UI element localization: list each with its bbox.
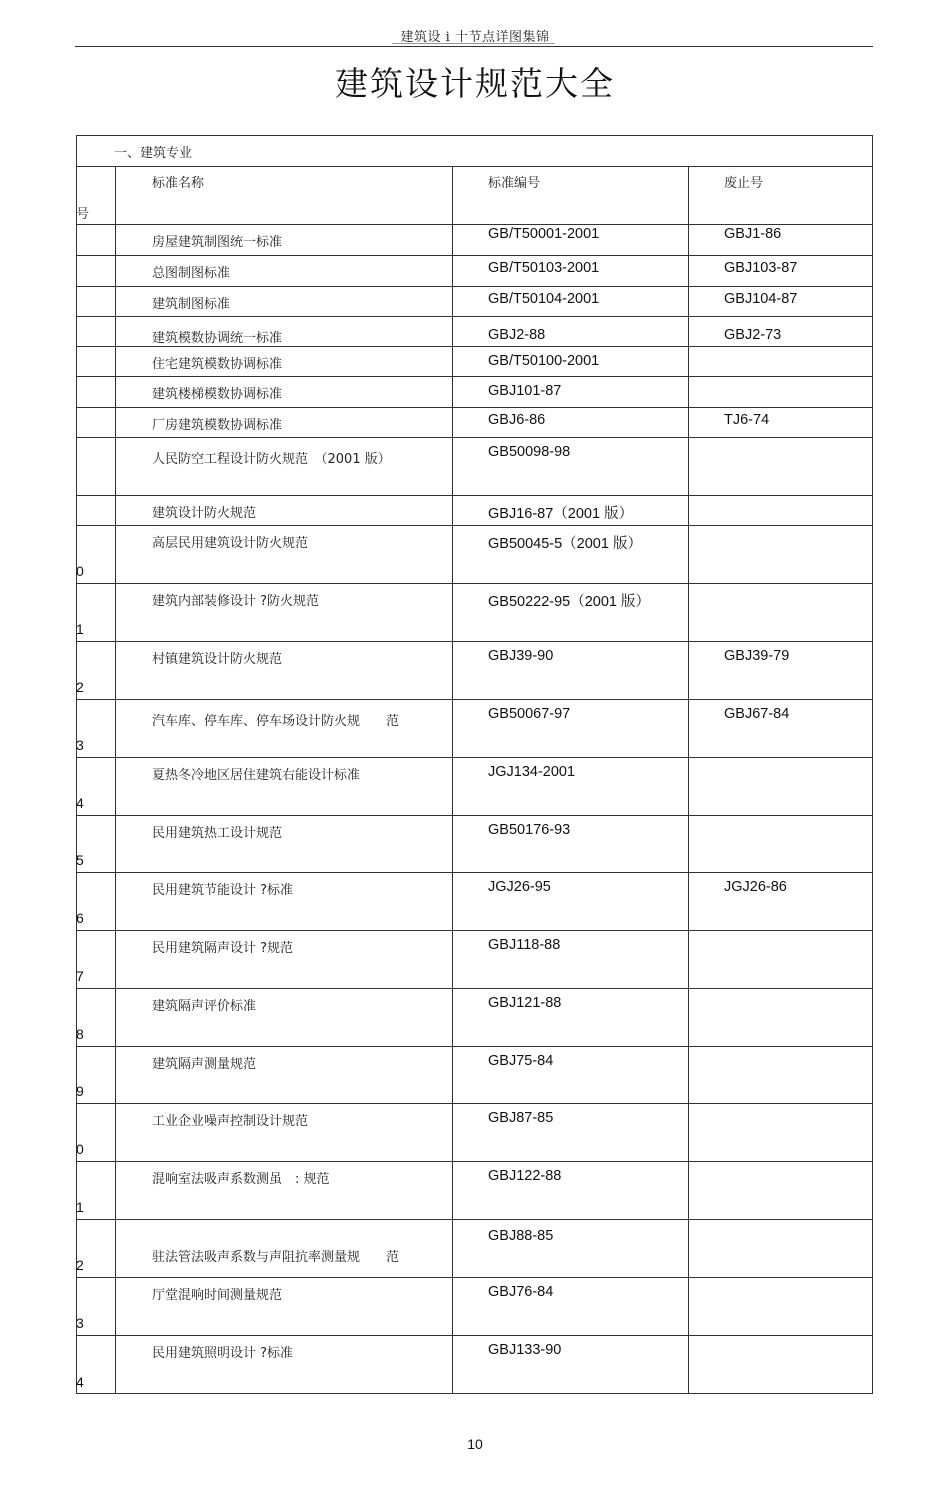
section-divider — [76, 166, 873, 167]
standard-name: 民用建筑照明设计 ?标准 — [152, 1346, 294, 1361]
standard-code: JGJ26-95 — [488, 879, 551, 895]
obsolete-code: GBJ2-73 — [724, 327, 782, 343]
standard-code: GB/T50103-2001 — [488, 260, 600, 276]
page-title: 建筑设计规范大全 — [335, 64, 615, 103]
page-header: 建筑设 i 十节点详图集锦 — [400, 30, 550, 45]
standard-name: 高层民用建筑设计防火规范 — [152, 536, 309, 551]
obsolete-code: TJ6-74 — [724, 412, 770, 428]
standard-name: 建筑隔声测量规范 — [152, 1057, 257, 1072]
obsolete-code: GBJ104-87 — [724, 291, 798, 307]
row-divider — [76, 1335, 873, 1336]
standard-name: 人民防空工程设计防火规范 （2001 版） — [152, 452, 391, 467]
standard-name: 房屋建筑制图统一标准 — [152, 235, 283, 250]
standard-code: GBJ75-84 — [488, 1053, 554, 1069]
row-divider — [76, 1046, 873, 1047]
standard-code: GB50222-95（2001 版） — [488, 594, 651, 610]
standard-code: GBJ6-86 — [488, 412, 546, 428]
standard-code: JGJ134-2001 — [488, 764, 576, 780]
row-divider — [76, 1219, 873, 1220]
column-divider — [452, 166, 453, 1394]
row-divider — [76, 255, 873, 256]
row-number: 5 — [76, 852, 84, 868]
section-heading: 一、建筑专业 — [114, 146, 193, 161]
column-divider — [688, 166, 689, 1394]
row-divider — [76, 815, 873, 816]
row-divider — [76, 495, 873, 496]
row-number: 3 — [76, 1315, 84, 1331]
row-divider — [76, 437, 873, 438]
row-divider — [76, 872, 873, 873]
row-number: 2 — [76, 1257, 84, 1273]
row-number: 0 — [76, 1141, 84, 1157]
row-divider — [76, 1161, 873, 1162]
standard-code: GBJ88-85 — [488, 1228, 554, 1244]
row-divider — [76, 757, 873, 758]
page-number: 10 — [467, 1436, 483, 1452]
row-number: 1 — [76, 621, 84, 637]
standard-code: GB/T50100-2001 — [488, 353, 600, 369]
row-number: 3 — [76, 737, 84, 753]
row-divider — [76, 316, 873, 317]
column-header-obsolete: 废止号 — [724, 176, 764, 191]
standard-name: 厅堂混响时间测量规范 — [152, 1288, 283, 1303]
column-header-code: 标准编号 — [488, 176, 541, 191]
standard-name: 建筑设计防火规范 — [152, 506, 257, 521]
standard-code: GBJ76-84 — [488, 1284, 554, 1300]
obsolete-code: GBJ103-87 — [724, 260, 798, 276]
obsolete-code: GBJ67-84 — [724, 706, 790, 722]
row-divider — [76, 407, 873, 408]
standard-name: 建筑内部装修设计 ?防火规范 — [152, 594, 320, 609]
standard-code: GBJ2-88 — [488, 327, 546, 343]
row-number: 2 — [76, 679, 84, 695]
standard-name: 建筑隔声评价标准 — [152, 999, 257, 1014]
standard-name: 工业企业噪声控制设计规范 — [152, 1114, 309, 1129]
standard-code: GB50098-98 — [488, 444, 571, 460]
obsolete-code: GBJ39-79 — [724, 648, 790, 664]
standard-code: GBJ133-90 — [488, 1342, 562, 1358]
standard-name: 建筑模数协调统一标准 — [152, 331, 283, 346]
standard-name: 总图制图标准 — [152, 266, 231, 281]
row-divider — [76, 525, 873, 526]
standard-name: 厂房建筑模数协调标准 — [152, 418, 283, 433]
standard-name: 村镇建筑设计防火规范 — [152, 652, 283, 667]
row-number: 4 — [76, 795, 84, 811]
standard-name: 夏热冬冷地区居住建筑右能设计标准 — [152, 768, 361, 783]
standard-code: GBJ118-88 — [488, 937, 561, 953]
standard-code: GBJ87-85 — [488, 1110, 554, 1126]
row-divider — [76, 641, 873, 642]
row-number: 8 — [76, 1026, 84, 1042]
obsolete-code: JGJ26-86 — [724, 879, 787, 895]
column-header-number: 号 — [76, 207, 90, 222]
standard-code: GB50067-97 — [488, 706, 571, 722]
standard-name: 建筑制图标准 — [152, 297, 231, 312]
row-divider — [76, 346, 873, 347]
column-divider — [115, 166, 116, 1394]
row-divider — [76, 1277, 873, 1278]
row-number: 7 — [76, 968, 84, 984]
row-divider — [76, 1103, 873, 1104]
row-divider — [76, 376, 873, 377]
row-divider — [76, 286, 873, 287]
row-divider — [76, 988, 873, 989]
standard-code: GB50045-5（2001 版） — [488, 536, 642, 552]
standard-name: 住宅建筑模数协调标准 — [152, 357, 283, 372]
standard-code: GB/T50104-2001 — [488, 291, 600, 307]
standard-name: 驻法管法吸声系数与声阻抗率测量规 范 — [152, 1250, 400, 1265]
standard-code: GB50176-93 — [488, 822, 571, 838]
standard-code: GBJ121-88 — [488, 995, 562, 1011]
standard-code: GB/T50001-2001 — [488, 226, 600, 242]
standard-name: 民用建筑热工设计规范 — [152, 826, 283, 841]
row-number: 4 — [76, 1374, 84, 1390]
standard-name: 建筑楼梯模数协调标准 — [152, 387, 283, 402]
row-divider — [76, 583, 873, 584]
header-underline — [392, 43, 555, 44]
row-number: 9 — [76, 1083, 84, 1099]
obsolete-code: GBJ1-86 — [724, 226, 782, 242]
row-divider — [76, 930, 873, 931]
standard-name: 汽车库、停车库、停车场设计防火规 范 — [152, 714, 400, 729]
standard-code: GBJ101-87 — [488, 383, 562, 399]
row-number: 1 — [76, 1199, 84, 1215]
row-divider — [76, 699, 873, 700]
standard-code: GBJ16-87（2001 版） — [488, 506, 634, 522]
standard-name: 民用建筑节能设计 ?标准 — [152, 883, 294, 898]
column-header-name: 标准名称 — [152, 176, 205, 191]
standard-code: GBJ122-88 — [488, 1168, 562, 1184]
standard-name: 混响室法吸声系数测虽 : 规范 — [152, 1172, 330, 1187]
header-rule — [75, 46, 873, 47]
standard-name: 民用建筑隔声设计 ?规范 — [152, 941, 294, 956]
row-number: 0 — [76, 563, 84, 579]
row-divider — [76, 224, 873, 225]
row-number: 6 — [76, 910, 84, 926]
standard-code: GBJ39-90 — [488, 648, 554, 664]
